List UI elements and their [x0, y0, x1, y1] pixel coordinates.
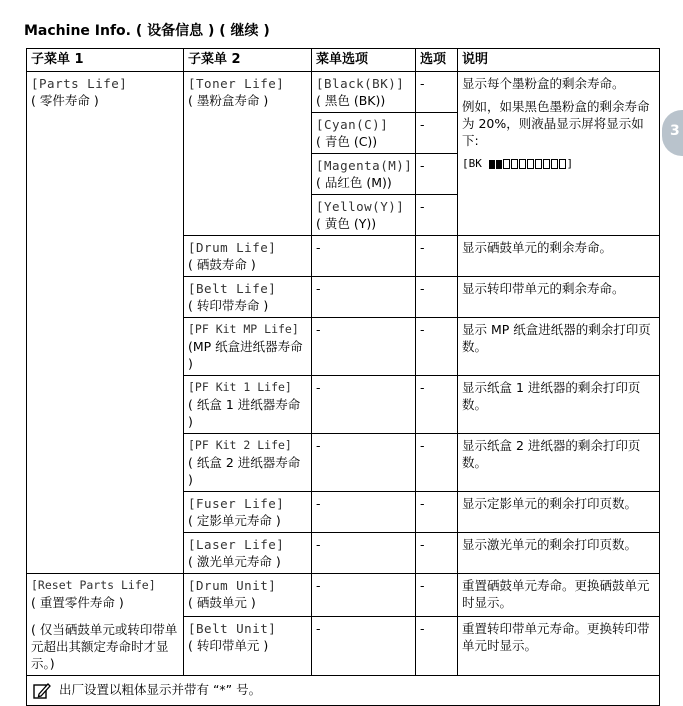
drum-life-opt: - — [416, 236, 458, 277]
option-magenta-en: [Magenta(M)] — [316, 158, 413, 173]
chapter-tab — [662, 110, 683, 156]
option-black-en: [Black(BK)] — [316, 76, 405, 91]
table-row — [27, 574, 660, 617]
pf-kit-mp-desc: 显示 MP 纸盒进纸器的剩余打印页数。 — [458, 318, 660, 376]
toner-description — [458, 72, 660, 236]
option-yellow — [312, 195, 416, 236]
pf-kit-mp-cell — [184, 318, 312, 376]
option-yellow-value: - — [416, 195, 458, 236]
pf-kit-2-cell — [184, 434, 312, 492]
header-description: 说明 — [458, 49, 660, 72]
lcd-segment-empty — [519, 159, 526, 169]
header-menu-options: 菜单选项 — [312, 49, 416, 72]
note-pencil-icon — [33, 682, 51, 700]
drum-unit-menu: - — [312, 574, 416, 617]
lcd-bk-display — [462, 155, 655, 172]
belt-life-menu: - — [312, 277, 416, 318]
option-yellow-en: [Yellow(Y)] — [316, 199, 405, 214]
drum-unit-opt: - — [416, 574, 458, 617]
option-cyan-zh: ( 青色 (C)) — [316, 134, 378, 149]
footnote-cell — [27, 676, 660, 706]
pf-kit-1-en: [PF Kit 1 Life] — [188, 380, 292, 394]
lcd-segment-filled — [489, 160, 495, 169]
pf-kit-1-opt: - — [416, 376, 458, 434]
belt-life-zh: ( 转印带寿命 ) — [188, 298, 269, 313]
belt-unit-zh: ( 转印带单元 ) — [188, 638, 269, 653]
option-magenta-value: - — [416, 154, 458, 195]
drum-unit-desc: 重置硒鼓单元寿命。更换硒鼓单元时显示。 — [458, 574, 660, 617]
fuser-life-opt: - — [416, 492, 458, 533]
lcd-segment-empty — [551, 159, 558, 169]
lcd-segment-empty — [511, 159, 518, 169]
toner-life-cell — [184, 72, 312, 236]
option-cyan — [312, 113, 416, 154]
lcd-bk-prefix: [BK — [462, 157, 482, 170]
header-submenu-2: 子菜单 2 — [184, 49, 312, 72]
reset-parts-life-en: [Reset Parts Life] — [31, 578, 156, 592]
belt-unit-opt: - — [416, 617, 458, 676]
drum-life-zh: ( 硒鼓寿命 ) — [188, 257, 256, 272]
laser-life-desc: 显示激光单元的剩余打印页数。 — [458, 533, 660, 574]
pf-kit-mp-menu: - — [312, 318, 416, 376]
option-cyan-en: [Cyan(C)] — [316, 117, 389, 132]
reset-parts-life-note: ( 仅当硒鼓单元或转印带单元超出其额定寿命时才显示。) — [31, 622, 178, 671]
pf-kit-2-menu: - — [312, 434, 416, 492]
parts-life-en: [Parts Life] — [31, 76, 128, 91]
header-submenu-1: 子菜单 1 — [27, 49, 184, 72]
pf-kit-1-zh: ( 纸盒 1 进纸器寿命 ) — [188, 397, 301, 429]
footnote-text: 出厂设置以粗体显示并带有 “*” 号。 — [58, 682, 262, 697]
belt-life-cell — [184, 277, 312, 318]
machine-info-table — [26, 48, 660, 706]
toner-desc-2: 例如，如果黑色墨粉盒的剩余寿命为 20%，则液晶显示屏将显示如下: — [462, 99, 650, 148]
lcd-bk-suffix: ] — [566, 157, 574, 170]
option-black — [312, 72, 416, 113]
pf-kit-mp-en: [PF Kit MP Life] — [188, 322, 299, 336]
drum-unit-zh: ( 硒鼓单元 ) — [188, 595, 256, 610]
pf-kit-2-zh: ( 纸盒 2 进纸器寿命 ) — [188, 455, 301, 487]
pf-kit-1-menu: - — [312, 376, 416, 434]
pf-kit-1-cell — [184, 376, 312, 434]
reset-parts-life-cell — [27, 574, 184, 676]
toner-life-zh: ( 墨粉盒寿命 ) — [188, 93, 269, 108]
drum-unit-cell — [184, 574, 312, 617]
drum-unit-en: [Drum Unit] — [188, 578, 277, 593]
lcd-segment-empty — [503, 159, 510, 169]
reset-parts-life-zh: ( 重置零件寿命 ) — [31, 595, 124, 610]
fuser-life-zh: ( 定影单元寿命 ) — [188, 513, 281, 528]
pf-kit-mp-zh: (MP 纸盒进纸器寿命 ) — [188, 339, 303, 371]
pf-kit-2-desc: 显示纸盒 2 进纸器的剩余打印页数。 — [458, 434, 660, 492]
laser-life-en: [Laser Life] — [188, 537, 285, 552]
chapter-tab-label: 3 — [670, 123, 680, 139]
table-header-row — [27, 49, 660, 72]
lcd-segment-empty — [559, 159, 566, 169]
option-yellow-zh: ( 黄色 (Y)) — [316, 216, 377, 231]
toner-desc-1: 显示每个墨粉盒的剩余寿命。 — [462, 76, 625, 91]
lcd-segment-empty — [535, 159, 542, 169]
fuser-life-cell — [184, 492, 312, 533]
lcd-bk-segments — [489, 157, 567, 170]
belt-unit-cell — [184, 617, 312, 676]
lcd-segment-empty — [543, 159, 550, 169]
lcd-segment-filled — [496, 160, 502, 169]
pf-kit-mp-opt: - — [416, 318, 458, 376]
laser-life-opt: - — [416, 533, 458, 574]
laser-life-menu: - — [312, 533, 416, 574]
drum-life-menu: - — [312, 236, 416, 277]
pf-kit-1-desc: 显示纸盒 1 进纸器的剩余打印页数。 — [458, 376, 660, 434]
belt-unit-en: [Belt Unit] — [188, 621, 277, 636]
laser-life-cell — [184, 533, 312, 574]
belt-unit-menu: - — [312, 617, 416, 676]
laser-life-zh: ( 激光单元寿命 ) — [188, 554, 281, 569]
page-title: Machine Info. ( 设备信息 ) ( 继续 ) — [24, 23, 270, 39]
pf-kit-2-en: [PF Kit 2 Life] — [188, 438, 292, 452]
header-options: 选项 — [416, 49, 458, 72]
option-black-zh: ( 黑色 (BK)) — [316, 93, 386, 108]
option-cyan-value: - — [416, 113, 458, 154]
table-row — [27, 72, 660, 113]
option-magenta — [312, 154, 416, 195]
pf-kit-2-opt: - — [416, 434, 458, 492]
parts-life-zh: ( 零件寿命 ) — [31, 93, 99, 108]
footnote-row — [27, 676, 660, 706]
belt-life-desc: 显示转印带单元的剩余寿命。 — [458, 277, 660, 318]
fuser-life-menu: - — [312, 492, 416, 533]
fuser-life-desc: 显示定影单元的剩余打印页数。 — [458, 492, 660, 533]
belt-life-opt: - — [416, 277, 458, 318]
option-magenta-zh: ( 品红色 (M)) — [316, 175, 392, 190]
fuser-life-en: [Fuser Life] — [188, 496, 285, 511]
toner-life-en: [Toner Life] — [188, 76, 285, 91]
drum-life-cell — [184, 236, 312, 277]
drum-life-desc: 显示硒鼓单元的剩余寿命。 — [458, 236, 660, 277]
option-black-value: - — [416, 72, 458, 113]
drum-life-en: [Drum Life] — [188, 240, 277, 255]
lcd-segment-empty — [527, 159, 534, 169]
belt-life-en: [Belt Life] — [188, 281, 277, 296]
parts-life-cell — [27, 72, 184, 574]
belt-unit-desc: 重置转印带单元寿命。更换转印带单元时显示。 — [458, 617, 660, 676]
